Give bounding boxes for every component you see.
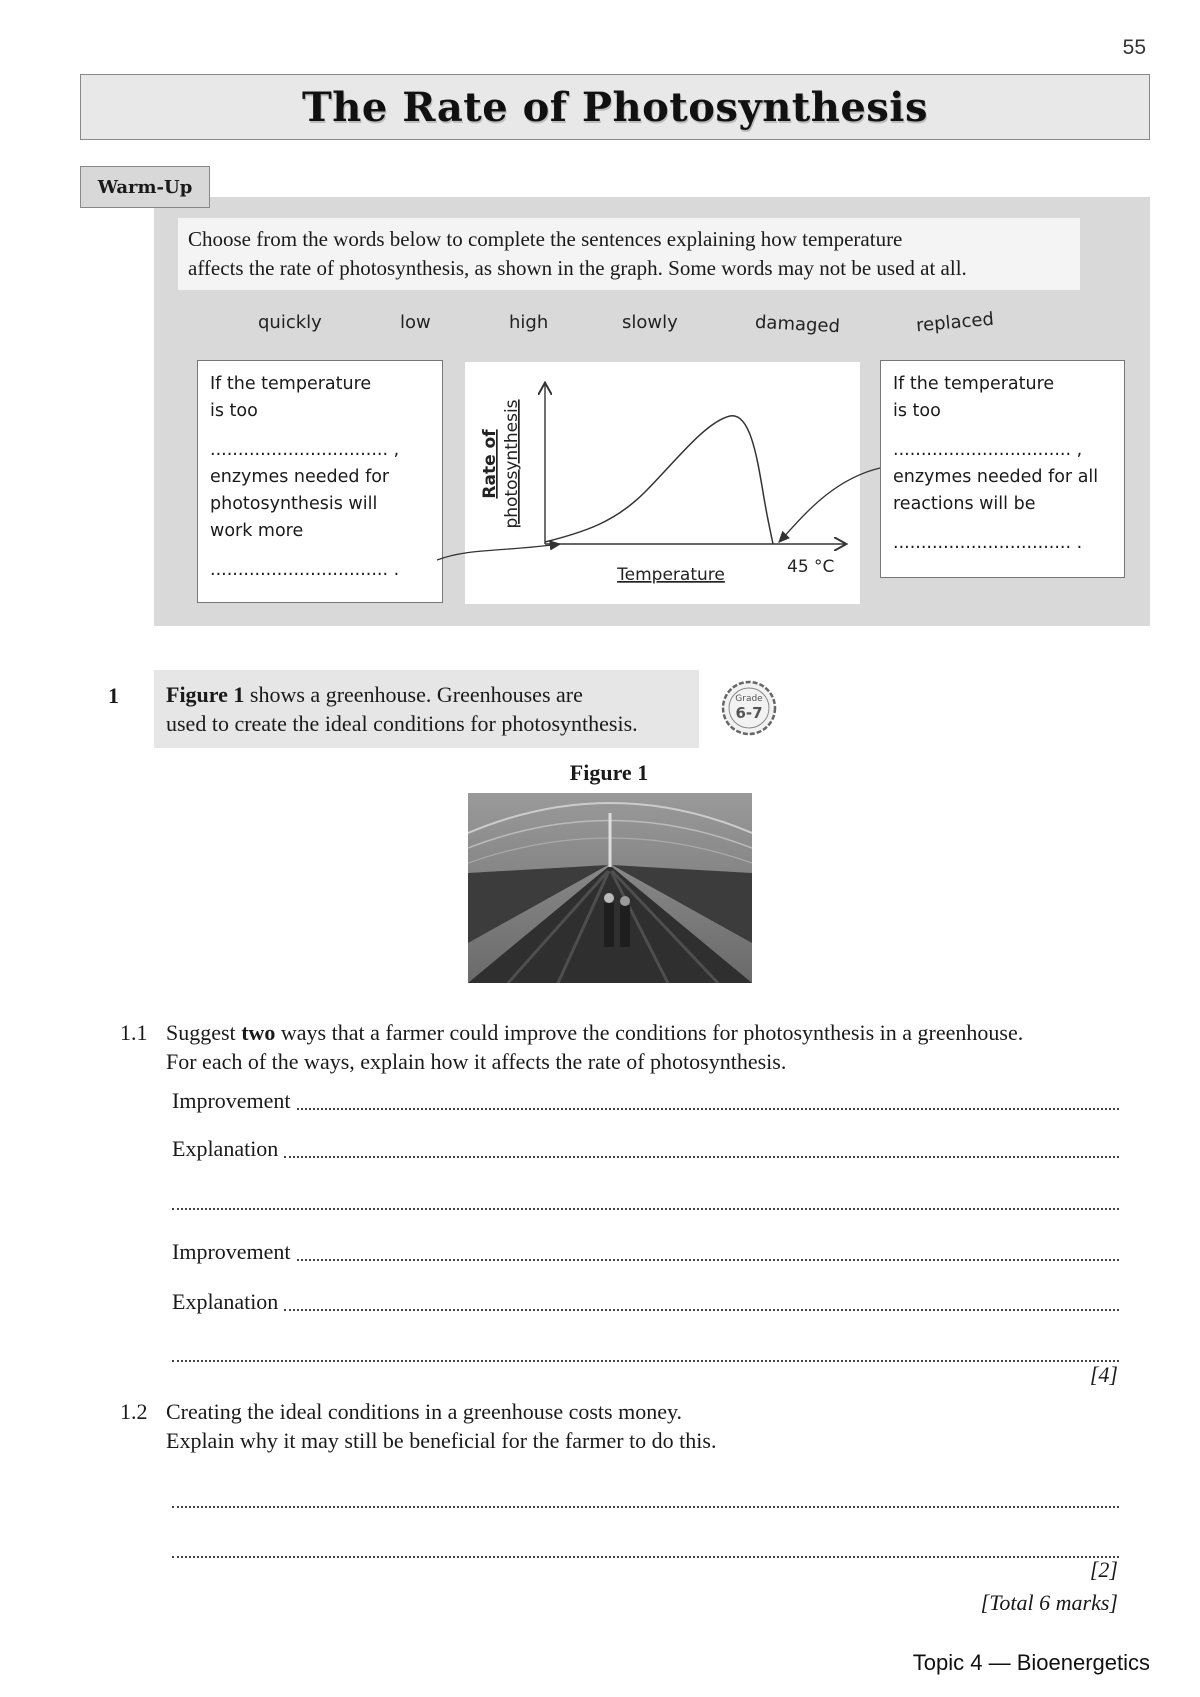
grade-value: 6-7 xyxy=(735,704,763,722)
left-box-text: enzymes needed for xyxy=(210,467,390,487)
improvement-2-answer-line[interactable] xyxy=(172,1239,1119,1265)
improvement-1-answer-line[interactable] xyxy=(172,1088,1119,1114)
figure-caption: Figure 1 xyxy=(569,760,649,785)
y-axis-label-line-1: Rate of xyxy=(480,429,500,499)
instructions-line-2: affects the rate of photosynthesis, as shown in the graph. Some words may not be used at all. xyxy=(188,256,967,280)
right-box-blank-2[interactable]: ................................ . xyxy=(893,533,1083,553)
right-connector-arrow xyxy=(779,468,880,542)
y-axis-label-line-2: photosynthesis xyxy=(502,399,522,529)
question-1-1-number: 1.1 xyxy=(120,1020,148,1045)
total-marks: [Total 6 marks] xyxy=(980,1590,1118,1615)
question-1-2-text xyxy=(166,1397,1126,1455)
question-1-intro xyxy=(154,670,699,748)
right-box-text: If the temperature xyxy=(893,374,1055,394)
explanation-2-answer-line[interactable] xyxy=(172,1289,1119,1315)
right-box-text: enzymes needed for all xyxy=(893,467,1099,487)
right-box-blank-1[interactable]: ................................ , xyxy=(893,440,1083,460)
greenhouse-photo xyxy=(468,793,752,983)
grade-label: Grade xyxy=(735,694,763,704)
question-1-1-text xyxy=(166,1018,1126,1076)
left-box-text: photosynthesis will xyxy=(210,494,378,514)
instructions-line-1: Choose from the words below to complete the sentences explaining how temperature xyxy=(188,227,903,251)
marks-1-1: [4] xyxy=(1089,1362,1118,1387)
grade-badge xyxy=(721,680,777,736)
word-option: low xyxy=(400,312,431,333)
left-box-text: is too xyxy=(210,401,258,421)
question-1-2-answer-line[interactable] xyxy=(172,1490,1119,1512)
warmup-tab: Warm-Up xyxy=(80,166,210,208)
figure-ref: Figure 1 xyxy=(166,682,245,707)
q-text: Suggest xyxy=(166,1020,242,1045)
x-axis-label: Temperature xyxy=(617,565,725,585)
left-box-text: work more xyxy=(210,521,304,541)
word-option: slowly xyxy=(622,312,678,333)
explanation-2-continuation-line[interactable] xyxy=(172,1344,1119,1366)
question-1-number: 1 xyxy=(108,683,119,708)
explanation-1-continuation-line[interactable] xyxy=(172,1192,1119,1214)
temperature-marker-label: 45 °C xyxy=(787,557,835,577)
page-title: The Rate of Photosynthesis xyxy=(301,83,929,131)
improvement-label: Improvement xyxy=(172,1239,291,1264)
right-fill-box xyxy=(880,360,1125,578)
marks-1-2: [2] xyxy=(1089,1557,1118,1582)
q-text: Explain why it may still be beneficial for the farmer to do this. xyxy=(166,1428,717,1453)
q-text: For each of the ways, explain how it affects the rate of photosynthesis. xyxy=(166,1049,787,1074)
explanation-1-answer-line[interactable] xyxy=(172,1136,1119,1162)
left-box-blank-2[interactable]: ................................ . xyxy=(210,560,400,580)
intro-text: shows a greenhouse. Greenhouses are xyxy=(244,682,583,707)
word-option: quickly xyxy=(258,312,322,333)
connector-arrows xyxy=(0,0,1200,700)
page-number: 55 xyxy=(1122,36,1146,59)
right-box-text: is too xyxy=(893,401,941,421)
q-text: ways that a farmer could improve the conditions for photosynthesis in a greenhouse. xyxy=(275,1020,1024,1045)
improvement-label: Improvement xyxy=(172,1088,291,1113)
q-text: Creating the ideal conditions in a greenhouse costs money. xyxy=(166,1399,683,1424)
right-box-text: reactions will be xyxy=(893,494,1036,514)
explanation-label: Explanation xyxy=(172,1136,279,1161)
intro-text: used to create the ideal conditions for photosynthesis. xyxy=(166,711,638,736)
left-box-text: If the temperature xyxy=(210,374,372,394)
q-text-bold: two xyxy=(241,1020,276,1045)
explanation-label: Explanation xyxy=(172,1289,279,1314)
word-option: damaged xyxy=(754,311,841,338)
footer-topic: Topic 4 — Bioenergetics xyxy=(912,1650,1150,1675)
question-1-2-number: 1.2 xyxy=(120,1399,148,1424)
word-option: high xyxy=(509,312,549,333)
word-option: replaced xyxy=(915,308,995,337)
question-1-2-answer-line[interactable] xyxy=(172,1540,1119,1562)
left-box-blank-1[interactable]: ................................ , xyxy=(210,440,400,460)
left-connector-arrow xyxy=(437,544,560,560)
